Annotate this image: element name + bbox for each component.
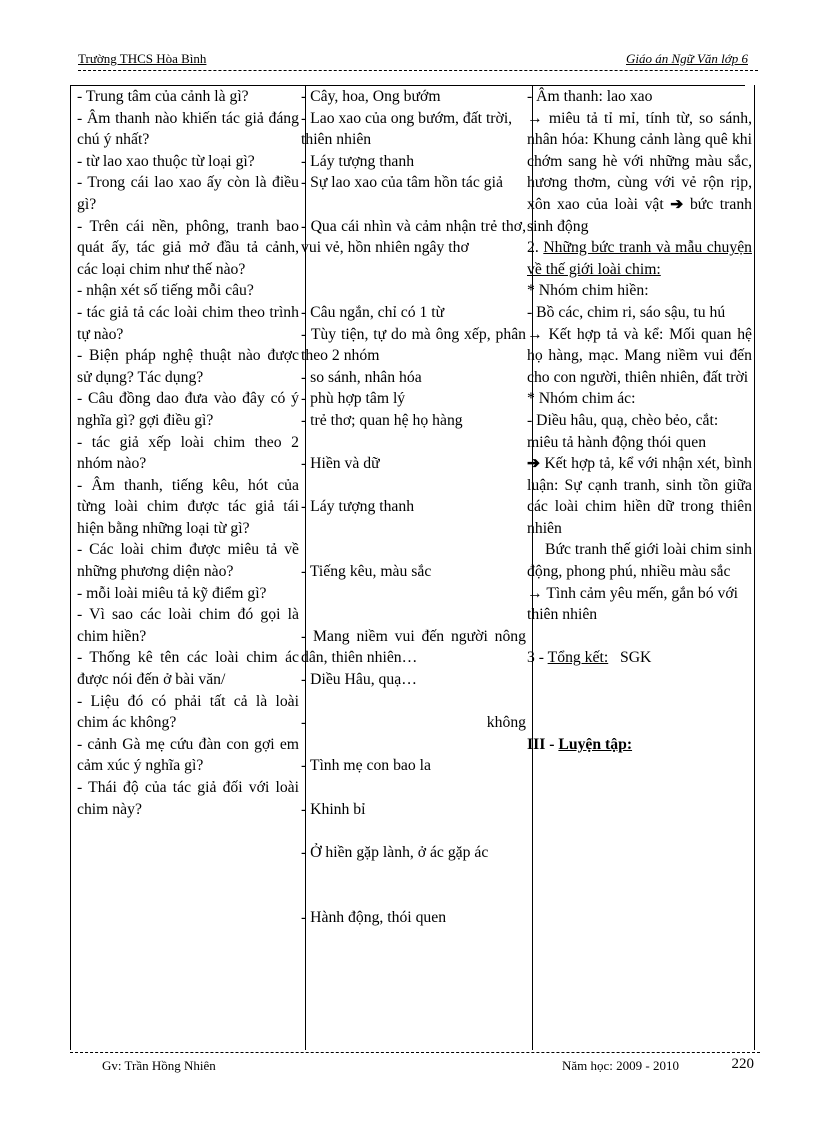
question-item: - mỗi loài miêu tả kỹ điểm gì?: [77, 584, 267, 602]
school-name: Trường THCS Hòa Bình: [78, 51, 207, 66]
page-footer: [70, 1052, 760, 1083]
answer-item: - Lao xao của ong bướm, đất trời, thiên nhiên: [301, 109, 513, 149]
spacer: [301, 885, 526, 907]
question-item: - Thái độ của tác giả đối với loài chim này?: [77, 779, 299, 818]
spacer: [301, 432, 526, 454]
section-tail: SGK: [619, 649, 652, 667]
note-item: Bức tranh thế giới loài chim sinh động, phong phú, nhiều màu sắc: [527, 541, 752, 581]
section-title: Luyện tập:: [558, 735, 633, 753]
note-text: Kết hợp tả và kể: Mối quan hệ họ hàng, mạc. Mang niềm vui đến cho con người, thiên nhiên, đất trời: [527, 325, 752, 386]
section-number: 3 -: [527, 649, 544, 667]
answer-item: - Láy tượng thanh: [301, 498, 415, 516]
arrow-right-icon: →: [527, 584, 543, 602]
answer-item: - Tiếng kêu, màu sắc: [301, 563, 432, 581]
answer-item: - Láy tượng thanh: [301, 152, 415, 170]
answer-item: - Khinh bỉ: [301, 800, 366, 818]
section-title: Tổng kết:: [547, 649, 609, 667]
answer-word: không: [486, 714, 526, 732]
spacer: [527, 712, 752, 734]
question-item: - Trung tâm của cảnh là gì?: [77, 88, 249, 105]
answer-item: - Câu ngắn, chỉ có 1 từ: [301, 303, 445, 321]
page-number: 220: [731, 1056, 754, 1072]
bold-arrow-icon: ➔: [670, 195, 684, 213]
question-item: - nhận xét số tiếng mỗi câu?: [77, 282, 254, 300]
note-item: * Nhóm chim ác:: [527, 390, 636, 408]
question-item: - Biện pháp nghệ thuật nào được sử dụng? Tác dụng?: [77, 347, 299, 386]
answer-item: - Cây, hoa, Ong bướm: [301, 88, 441, 105]
page-header: [78, 50, 758, 71]
question-item: - Liệu đó có phải tất cả là loài chim ác không?: [77, 692, 299, 732]
answer-item: - Tùy tiện, tự do mà ông xếp, phân theo 2 nhóm: [301, 325, 526, 365]
spacer: [301, 777, 526, 799]
spacer: [301, 734, 526, 756]
section-heading-2: [527, 237, 752, 280]
document-title: Giáo án Ngữ Văn lớp 6: [625, 51, 748, 66]
question-item: - tác giả tả các loài chim theo trình tự nào?: [77, 303, 299, 343]
arrow-right-icon: →: [527, 109, 543, 127]
answers-column: [292, 85, 533, 1050]
spacer: [301, 691, 526, 713]
note-item: - Âm thanh: lao xao: [527, 88, 653, 105]
lesson-table: [70, 85, 753, 1050]
note-item: * Nhóm chim hiền:: [527, 282, 649, 300]
spacer: [527, 691, 752, 713]
note-item: [527, 324, 752, 389]
answer-item: - Qua cái nhìn và cảm nhận trẻ thơ, vui vẻ, hồn nhiên ngây thơ: [301, 217, 526, 257]
answer-item: - trẻ thơ; quan hệ họ hàng: [301, 411, 463, 429]
arrow-right-icon: →: [527, 325, 543, 343]
note-text: Kết hợp tả, kể với nhận xét, bình luận: Sự cạnh tranh, sinh tồn giữa các loài chim hiền dữ trong thiên nhiên: [527, 455, 753, 537]
question-item: - từ lao xao thuộc từ loại gì?: [77, 152, 255, 170]
question-item: - Thống kê tên các loài chim ác được nói đến ở bài văn/: [77, 649, 299, 689]
answer-item: - Ở hiền gặp lành, ở ác gặp ác: [301, 843, 489, 861]
question-item: - Âm thanh, tiếng kêu, hót của từng loài chim được tác giả tái hiện bằng những loại từ gì?: [77, 476, 299, 537]
spacer: [301, 604, 526, 626]
spacer: [301, 259, 526, 281]
question-item: - Trong cái lao xao ấy còn là điều gì?: [77, 174, 299, 213]
note-item: [527, 108, 752, 238]
section-title: Những bức tranh và mẫu chuyện về thế giới loài chim:: [527, 239, 753, 278]
notes-column: [520, 85, 755, 1050]
spacer: [527, 669, 752, 691]
note-item: [527, 453, 752, 539]
section-heading-iii: [527, 734, 752, 756]
spacer: [301, 820, 526, 842]
question-item: - Các loài chim được miêu tả về những phương diện nào?: [77, 541, 299, 581]
question-item: - Câu đồng dao đưa vào đây có ý nghĩa gì? gợi điều gì?: [77, 390, 299, 429]
spacer: [301, 280, 526, 302]
answer-item: - Mang niềm vui đến người nông dân, thiên nhiên…: [301, 627, 526, 667]
bold-arrow-icon: ➔: [527, 455, 541, 473]
spacer: [301, 583, 526, 605]
answer-item: - phù hợp tâm lý: [301, 390, 406, 408]
answer-item-split: [301, 712, 526, 734]
note-item: [527, 583, 752, 626]
spacer: [527, 626, 752, 648]
spacer: [301, 475, 526, 497]
answer-item: - so sánh, nhân hóa: [301, 368, 422, 386]
answer-item: - Sự lao xao của tâm hồn tác giả: [301, 174, 503, 192]
spacer: [301, 518, 526, 540]
answer-item: - Hành động, thói quen: [301, 908, 447, 926]
question-item: - cảnh Gà mẹ cứu đàn con gợi em cảm xúc ý nghĩa gì?: [77, 735, 299, 775]
question-item: - Vì sao các loài chim đó gọi là chim hiền?: [77, 606, 299, 645]
note-item: - Bồ các, chim ri, sáo sậu, tu hú: [527, 303, 726, 321]
answer-item: - Diều Hâu, quạ…: [301, 671, 417, 689]
question-item: - Trên cái nền, phông, tranh bao quát ấy, tác giả mở đầu tả cảnh, các loại chim như thế nào?: [77, 217, 299, 278]
note-item: - Diều hâu, quạ, chèo bẻo, cắt: miêu tả hành động thói quen: [527, 411, 719, 451]
note-text: Tình cảm yêu mến, gắn bó với thiên nhiên: [527, 584, 739, 624]
spacer: [301, 539, 526, 561]
teacher-name: Gv: Trần Hồng Nhiên: [102, 1058, 216, 1073]
spacer: [301, 863, 526, 885]
answer-item: - Hiền và dữ: [301, 455, 380, 473]
section-heading-3: [527, 647, 752, 669]
questions-column: [70, 85, 306, 1050]
question-item: - Âm thanh nào khiến tác giả đáng chú ý nhất?: [77, 109, 299, 149]
note-text: miêu tả tỉ mỉ, tính từ, so sánh, nhân hóa: Khung cảnh làng quê khi chớm sang hè với những màu sắc, hương thơm, cùng với vẻ rộn rịp, xôn xao của loài vật: [527, 109, 753, 213]
section-number: 2.: [527, 239, 539, 257]
note-text: bức tranh sinh động: [527, 195, 753, 235]
school-year: Năm học: 2009 - 2010: [562, 1058, 679, 1073]
spacer: [301, 194, 526, 216]
section-number: III -: [527, 735, 555, 753]
answer-item: - Tình mẹ con bao la: [301, 757, 431, 775]
question-item: - tác giả xếp loài chim theo 2 nhóm nào?: [77, 433, 299, 473]
answer-dash: -: [301, 714, 307, 732]
